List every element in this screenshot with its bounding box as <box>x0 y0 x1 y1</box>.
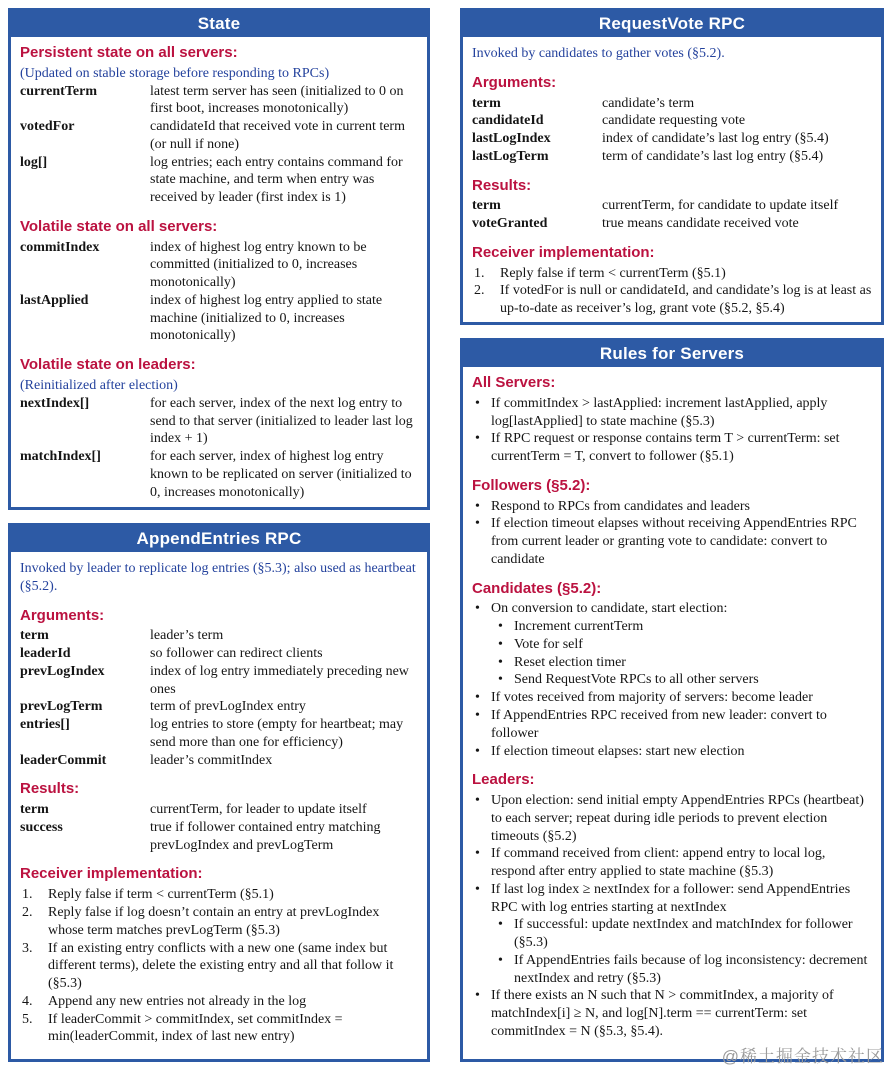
bullet-text: If votes received from majority of servers: become leader <box>491 690 813 706</box>
numbered-item <box>20 993 418 1011</box>
item-number: 1. <box>22 887 33 903</box>
watermark: @稀土掘金技术社区 <box>721 1047 884 1066</box>
item-number: 3. <box>22 940 33 956</box>
term-description: candidateId that received vote in current term (or null if none) <box>150 119 405 152</box>
term-description: candidate requesting vote <box>602 113 746 129</box>
numbered-item <box>20 886 418 904</box>
append-entries-rpc-box-title: AppendEntries RPC <box>11 526 427 552</box>
box-intro: Invoked by candidates to gather votes (§5.2). <box>472 46 725 61</box>
state-section <box>20 44 418 207</box>
section-heading: Arguments: <box>20 606 105 624</box>
term-row <box>20 819 418 855</box>
section-heading: Followers (§5.2): <box>472 476 591 494</box>
bullet-text: Send RequestVote RPCs to all other servers <box>514 672 759 688</box>
bullet-marker <box>472 689 491 707</box>
term-description: currentTerm, for candidate to update itself <box>602 198 839 214</box>
term-row <box>472 197 872 215</box>
bullet-text: If successful: update nextIndex and matchIndex for follower (§5.3) <box>514 917 853 951</box>
section-heading: Persistent state on all servers: <box>20 44 238 61</box>
bullet-text: Upon election: send initial empty AppendEntries RPCs (heartbeat) to each server; repeat during idle periods to prevent election timeouts (§5.2) <box>491 793 864 844</box>
term-description: leader’s commitIndex <box>150 752 273 768</box>
term-row <box>20 752 418 770</box>
state-box-title: State <box>11 11 427 37</box>
bullet-item <box>472 430 872 466</box>
append-entries-rpc-section <box>20 865 418 1046</box>
bullet-item <box>472 881 872 917</box>
term-row <box>472 112 872 130</box>
item-number: 4. <box>22 993 33 1009</box>
bullet-item <box>495 618 872 636</box>
numbered-text: Reply false if term < currentTerm (§5.1) <box>48 887 274 903</box>
term-description: index of candidate’s last log entry (§5.4) <box>602 131 829 147</box>
term-description: term of prevLogIndex entry <box>150 699 306 715</box>
term-row <box>20 448 418 501</box>
bullet-marker <box>495 636 514 654</box>
state-section <box>20 218 418 345</box>
rules-for-servers-box-body <box>463 367 881 1047</box>
term-name: nextIndex[] <box>20 395 90 411</box>
append-entries-rpc-section <box>20 780 418 854</box>
bullet-item <box>472 743 872 761</box>
section-heading: Results: <box>20 780 80 798</box>
numbered-text: If leaderCommit > commitIndex, set commitIndex = min(leaderCommit, index of last new entry) <box>48 1011 343 1045</box>
bullet-text: If AppendEntries RPC received from new leader: convert to follower <box>491 707 827 741</box>
bullet-item <box>495 671 872 689</box>
numbered-item <box>20 1011 418 1047</box>
append-entries-rpc-box <box>8 523 430 1062</box>
state-box <box>8 8 430 510</box>
numbered-item <box>472 265 872 283</box>
term-name: prevLogTerm <box>20 699 103 715</box>
term-description: latest term server has seen (initialized to 0 on first boot, increases monotonically) <box>150 83 404 117</box>
bullet-marker <box>495 654 514 672</box>
term-name: log[] <box>20 154 48 170</box>
term-description: candidate’s term <box>602 95 695 111</box>
item-number: 2. <box>474 283 485 299</box>
numbered-text: If an existing entry conflicts with a new one (same index but different terms), delete the existing entry and all that follow it (§5.3) <box>48 940 394 992</box>
term-name: lastLogIndex <box>472 131 551 147</box>
bullet-item <box>472 689 872 707</box>
term-row <box>472 95 872 113</box>
term-row <box>20 663 418 699</box>
term-row <box>20 292 418 345</box>
bullet-item <box>472 845 872 881</box>
bullet-marker <box>472 792 491 810</box>
term-row <box>20 395 418 448</box>
term-name: lastApplied <box>20 292 89 308</box>
term-description: index of highest log entry known to be committed (initialized to 0, increases monotonically) <box>150 239 367 291</box>
state-box-body <box>11 37 427 507</box>
section-heading: Volatile state on leaders: <box>20 356 196 374</box>
numbered-item <box>20 904 418 940</box>
bullet-item <box>472 707 872 743</box>
term-row <box>20 118 418 154</box>
state-section <box>20 356 418 501</box>
term-row <box>472 148 872 166</box>
term-description: for each server, index of highest log entry known to be replicated on server (initialized to 0, increases monotonically) <box>150 449 412 500</box>
bullet-text: Reset election timer <box>514 654 626 670</box>
bullet-item <box>495 952 872 988</box>
term-row <box>20 698 418 716</box>
bullet-text: If AppendEntries fails because of log inconsistency: decrement nextIndex and retry (§5.3) <box>514 952 868 986</box>
bullet-marker <box>472 707 491 725</box>
term-name: leaderCommit <box>20 752 107 768</box>
bullet-text: Increment currentTerm <box>514 619 644 635</box>
numbered-item <box>20 940 418 993</box>
term-description: so follower can redirect clients <box>150 646 323 662</box>
request-vote-rpc-box-title: RequestVote RPC <box>463 11 881 37</box>
numbered-text: Reply false if term < currentTerm (§5.1) <box>500 265 726 281</box>
term-row <box>20 627 418 645</box>
term-row <box>20 645 418 663</box>
bullet-marker <box>472 845 491 863</box>
bullet-marker <box>472 395 491 413</box>
bullet-item <box>495 636 872 654</box>
term-name: term <box>472 95 501 111</box>
item-number: 2. <box>22 904 33 920</box>
term-name: success <box>20 819 63 835</box>
term-description: log entries to store (empty for heartbeat; may send more than one for efficiency) <box>150 717 404 750</box>
bullet-text: If command received from client: append entry to local log, respond after entry applied to state machine (§5.3) <box>491 846 826 880</box>
rules-for-servers-box-title: Rules for Servers <box>463 341 881 367</box>
rules-for-servers-section <box>472 580 872 761</box>
section-subtitle: (Reinitialized after election) <box>20 377 178 393</box>
term-name: lastLogTerm <box>472 148 549 164</box>
rules-for-servers-section <box>472 374 872 466</box>
section-heading: Results: <box>472 176 532 194</box>
numbered-item <box>472 282 872 318</box>
term-description: leader’s term <box>150 628 224 644</box>
term-description: for each server, index of the next log entry to send to that server (initialized to leader last log index + 1) <box>150 395 413 447</box>
term-name: votedFor <box>20 119 75 135</box>
section-subtitle: (Updated on stable storage before responding to RPCs) <box>20 65 330 81</box>
bullet-item <box>472 792 872 845</box>
bullet-item <box>495 654 872 672</box>
bullet-text: If there exists an N such that N > commitIndex, a majority of matchIndex[i] ≥ N, and log[N].term == currentTerm: set commitIndex = N (§5.3, §5.4). <box>491 988 834 1039</box>
rules-for-servers-section <box>472 771 872 1040</box>
term-row <box>20 801 418 819</box>
bullet-text: On conversion to candidate, start election: <box>491 601 728 617</box>
bullet-text: Respond to RPCs from candidates and leaders <box>491 498 750 514</box>
bullet-item <box>472 515 872 568</box>
request-vote-rpc-section <box>472 177 872 233</box>
term-description: true if follower contained entry matching prevLogIndex and prevLogTerm <box>150 819 381 853</box>
bullet-marker <box>472 515 491 533</box>
request-vote-rpc-box <box>460 8 884 325</box>
bullet-item <box>472 600 872 618</box>
item-number: 5. <box>22 1011 33 1027</box>
section-heading: Receiver implementation: <box>472 243 655 261</box>
term-name: matchIndex[] <box>20 449 101 465</box>
term-description: index of highest log entry applied to state machine (initialized to 0, increases monotonically) <box>150 292 383 344</box>
section-heading: Candidates (§5.2): <box>472 579 602 597</box>
bullet-text: If commitIndex > lastApplied: increment lastApplied, apply log[lastApplied] to state machine (§5.3) <box>491 395 828 429</box>
bullet-marker <box>472 498 491 516</box>
section-heading: Volatile state on all servers: <box>20 217 218 235</box>
append-entries-rpc-section <box>20 607 418 770</box>
item-number: 1. <box>474 265 485 281</box>
bullet-marker <box>495 952 514 970</box>
term-row <box>472 130 872 148</box>
section-heading: Arguments: <box>472 73 557 91</box>
term-description: log entries; each entry contains command for state machine, and term when entry was received by leader (first index is 1) <box>150 154 403 206</box>
term-row <box>20 83 418 119</box>
request-vote-rpc-section <box>472 244 872 318</box>
term-name: term <box>20 628 49 644</box>
bullet-marker <box>495 618 514 636</box>
term-name: candidateId <box>472 113 544 129</box>
bullet-text: Vote for self <box>514 636 583 652</box>
bullet-text: If election timeout elapses: start new election <box>491 743 745 759</box>
left-column <box>8 8 430 1070</box>
bullet-item <box>472 987 872 1040</box>
section-heading: Leaders: <box>472 771 535 789</box>
right-column <box>460 8 884 1070</box>
bullet-marker <box>495 671 514 689</box>
term-name: term <box>472 198 501 214</box>
bullet-marker <box>472 600 491 618</box>
term-row <box>20 239 418 292</box>
term-row <box>472 215 872 233</box>
term-name: voteGranted <box>472 216 548 232</box>
rules-for-servers-section <box>472 477 872 569</box>
term-name: prevLogIndex <box>20 663 105 679</box>
term-row <box>20 716 418 752</box>
term-description: true means candidate received vote <box>602 216 799 232</box>
bullet-marker <box>472 881 491 899</box>
append-entries-rpc-box-body <box>11 552 427 1052</box>
bullet-item <box>495 916 872 952</box>
section-heading: Receiver implementation: <box>20 865 203 883</box>
bullet-item <box>472 395 872 431</box>
term-name: entries[] <box>20 717 70 733</box>
numbered-text: If votedFor is null or candidateId, and candidate’s log is at least as up-to-date as receiver’s log, grant vote (§5.2, §5.4) <box>500 283 872 317</box>
request-vote-rpc-box-body <box>463 37 881 324</box>
rules-for-servers-box <box>460 338 884 1062</box>
bullet-marker <box>472 743 491 761</box>
numbered-text: Reply false if log doesn’t contain an entry at prevLogIndex whose term matches prevLogTerm (§5.3) <box>48 904 380 938</box>
term-name: commitIndex <box>20 239 100 255</box>
bullet-marker <box>472 430 491 448</box>
term-name: term <box>20 802 49 818</box>
term-name: currentTerm <box>20 83 97 99</box>
term-description: index of log entry immediately preceding new ones <box>150 663 409 697</box>
term-description: term of candidate’s last log entry (§5.4) <box>602 148 824 164</box>
term-description: currentTerm, for leader to update itself <box>150 802 367 818</box>
bullet-text: If last log index ≥ nextIndex for a follower: send AppendEntries RPC with log entries starting at nextIndex <box>491 881 851 915</box>
numbered-text: Append any new entries not already in the log <box>48 993 307 1009</box>
bullet-marker <box>495 916 514 934</box>
term-row <box>20 154 418 207</box>
bullet-item <box>472 498 872 516</box>
section-heading: All Servers: <box>472 374 556 391</box>
bullet-text: If RPC request or response contains term T > currentTerm: set currentTerm = T, convert to follower (§5.1) <box>491 431 840 465</box>
box-intro: Invoked by leader to replicate log entries (§5.3); also used as heartbeat (§5.2). <box>20 561 416 594</box>
request-vote-rpc-section <box>472 74 872 166</box>
term-name: leaderId <box>20 646 71 662</box>
bullet-marker <box>472 987 491 1005</box>
bullet-text: If election timeout elapses without receiving AppendEntries RPC from current leader or granting vote to candidate: convert to candidate <box>491 516 857 567</box>
